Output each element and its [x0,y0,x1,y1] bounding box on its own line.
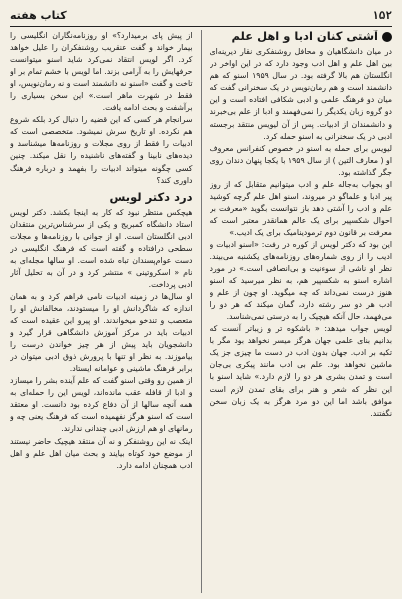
section-heading-text: آشتی کنان ادبا و اهل علم [231,30,378,43]
paragraph: سرانجام هر کسی که این قضیه را دنبال کرد بلکه شروع هم نکرده. او تاریخ سرش نمیشود. متخصصی است که ادبیات را فقط از روی مجلات و روزنامه‌ها میشناسد و دیده‌های نابینا و گفته‌های ناشنیده را نقل میکند. چنین کسی چگونه میتواند ادبیات را بفهمد و درباره فرهنگ داوری کند؟ [10,115,193,185]
paragraph: هیچکس منتظر نبود که کار به اینجا بکشد. دکتر لویس استاد دانشگاه کمبریج و یکی از سرشناس‌ترین منتقدان ادبی انگلستان است. او از جوانی با روزنامه‌ها و مجلات سطحی درافتاده و گفته است که فرهنگ انگلیسی در دست عوام‌پسندان تباه شده است. او سالها مجله‌ای به نام « اسکروتینی » منتشر کرد و در آن به تحلیل آثار ادبی پرداخت. [10,207,193,289]
paragraph: از پیش پای برمیدارد؟» او روزنامه‌نگاران انگلیسی را بیمار خواند و گفت عنقریب روشنفکران را علیل خواهد کرد. اگر لویس انتقاد نمی‌کرد شاید اسنو میتوانست حرفهایش را به آرامی بزند. اما لویس با خشم تمام بر او تاخت و گفت «اسنو نه دانشمند است و نه رمان‌نویس، او فقط در شهرت ماهر است.» این سخن بسیاری را برآشفت و بحث ادامه یافت. [10,31,193,113]
right-column [210,30,393,593]
magazine-title: کتاب هفته [10,8,67,22]
paragraph: در میان دانشگاهیان و محافل روشنفکری نقار دیرینه‌ای بین اهل علم و اهل ادب وجود دارد که در این اواخر در انگلستان هم بالا گرفته بود. در سال ۱۹۵۹ اسنو که هم دانشمند است و هم رمان‌نویس در یک سخنرانی گفت که میان دو فرهنگ علمی و ادبی شکافی افتاده است و این دو گروه زبان یکدیگر را نمی‌فهمند و ادبا از علم بی‌خبرند و دانشمندان از ادبیات. پس از آن لیویس منتقد برجسته ادبی در یک سخنرانی به اسنو حمله کرد. [209,47,392,141]
article-columns [10,30,392,593]
bullet-icon [382,32,392,42]
left-column [10,30,193,593]
paragraph: اینک نه این روشنفکر و نه آن منتقد هیچیک حاضر نیستند از موضع خود کوتاه بیایند و بحث میان اهل علم و اهل ادب همچنان ادامه دارد. [10,436,193,470]
paragraph: او سال‌ها در زمینه ادبیات نامی فراهم کرد و به همان اندازه که شاگردانش او را میستودند، مخالفانش او را متعصب و تندخو میخواندند. او پیرو این عقیده است که ادبیات باید در مرکز آموزش دانشگاهی قرار گیرد و دانشجویان باید پیش از هر چیز خواندن درست را بیاموزند. به نظر او تنها با پرورش ذوق ادبی میتوان در برابر فرهنگ ماشینی و عوامانه ایستاد. [10,291,193,374]
page-header [10,4,392,27]
paragraph: لویس جواب میدهد: « باشکوه تر و زیباتر آنست که بدانیم بنای علمی جهان هرگز میسر نخواهد بود مگر با تکیه بر ادب. جهان بدون ادب در دست ما چیزی جز یک ماشین نخواهد بود. علم بی ادب مانند پیکری بی‌جان است و تمدن بشری هر دو را لازم دارد.» شاید اسنو با این نظر که شعر و هنر برای بقای تمدن لازم است موافق باشد اما این دو مرد هرگز به یک زبان سخن نگفتند. [209,324,392,418]
column-divider [201,30,202,593]
paragraph: لیویس برای حمله به اسنو در خصوص کنفرانس معروف او ( معارف التین ) از سال ۱۹۵۹ با یکجا پنهان دندان روی جگر گذاشته بود. [209,143,392,177]
paragraph: از همین رو وقتی اسنو گفت که علم آینده بشر را میسازد و ادبا از قافله عقب مانده‌اند، لویس این را حمله‌ای به همه آنچه سالها از آن دفاع کرده بود دانست. او معتقد است که اسنو هرگز نفهمیده است که فرهنگ یعنی چه و رمانهای او هم ارزش ادبی چندانی ندارند. [10,376,193,434]
paragraph: او بجواب به‌جاله علم و ادب میتوانیم متقابل که از روز پیر ادبا و علماگو در میروند، اسنو اهل علم گرچه کوشید علم و ادب را آشتی دهد باز نتوانست بگوید «معرفت بر احوال شکسپیر برای یک عالم همانقدر معتبر است که معرفت بر قانون دوم ترمودینامیک برای یک ادیب.» [209,179,392,237]
subheading: درد دکتر لویس [109,189,193,204]
page-number: ۱۵۲ [372,8,392,22]
section-heading [210,30,393,43]
paragraph: این بود که دکتر لویس از کوره در رفت: «اسنو ادبیات و ادیب را از روی شماره‌های روزنامه‌های یکشنبه می‌بیند. نظر او ناشی از سوء‌نیت و بی‌انصافی است.» در مورد اشاره اسنو به شکسپیر هم، به نظر میرسید که اسنو هنوز درست نمی‌داند که چه میگوید. او چون از علم و ادب هر دو سر رشته دارد، گمان میکند که هر دو را می‌فهمد، حال آنکه هیچیک را به درستی نمی‌شناسد. [209,239,392,322]
